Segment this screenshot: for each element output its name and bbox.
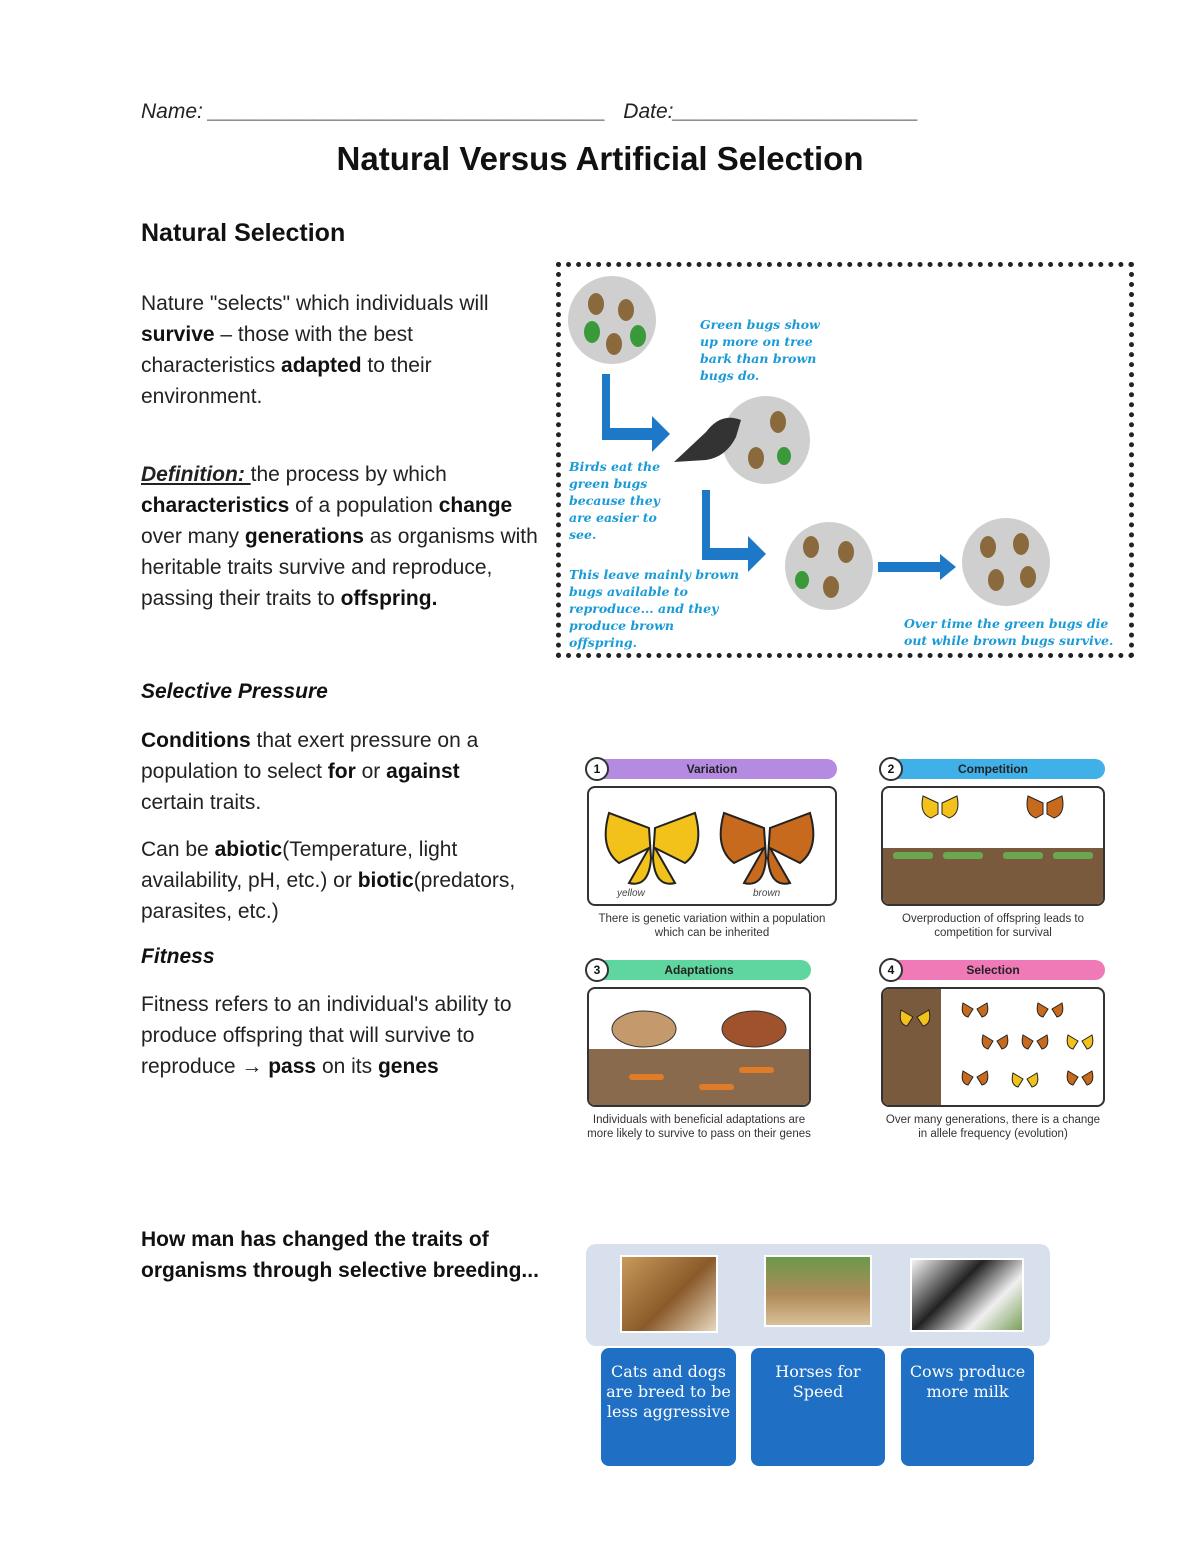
brown-butterfly-icon <box>962 1003 988 1017</box>
panel-adaptations <box>587 960 811 1141</box>
sp-text: (Temperature, light availability, pH, etc.) or <box>141 838 458 892</box>
definition-label: Definition: <box>141 463 251 486</box>
sp-text: Can be <box>141 838 215 861</box>
natural-selection-heading: Natural Selection <box>141 219 346 247</box>
fitness-heading: Fitness <box>141 945 215 968</box>
arrow-down-right-icon <box>602 374 670 452</box>
panel-number: 1 <box>585 757 609 781</box>
selective-pressure-heading: Selective Pressure <box>141 680 328 703</box>
panel-number: 2 <box>879 757 903 781</box>
panel-title: Selection <box>966 963 1020 977</box>
fitness-paragraph <box>141 989 531 1082</box>
green-bug-icon <box>777 447 791 465</box>
cow-photo <box>910 1258 1024 1332</box>
panel-image <box>881 786 1105 906</box>
brown-butterfly-icon <box>768 813 813 884</box>
brown-bug-icon <box>823 576 839 598</box>
caterpillar-icon <box>893 852 933 859</box>
brown-bug-icon <box>803 536 819 558</box>
panel-title: Competition <box>958 762 1028 776</box>
panel-caption: Individuals with beneficial adaptations are more likely to survive to pass on their genes <box>587 1114 811 1140</box>
panel-image <box>587 987 811 1107</box>
against-term: against <box>386 760 460 783</box>
brown-bug-icon <box>980 536 996 558</box>
panel-image <box>587 786 837 906</box>
bird-icon <box>722 1011 786 1047</box>
breeding-card-horses: Horses for Speed <box>751 1348 885 1466</box>
panel-number: 3 <box>585 958 609 982</box>
pass-term: pass <box>268 1055 317 1078</box>
conditions-term: Conditions <box>141 729 251 752</box>
sp-text: certain traits. <box>141 791 262 814</box>
brown-label: brown <box>753 888 781 899</box>
yellow-label: yellow <box>617 888 645 899</box>
brown-bug-icon <box>770 411 786 433</box>
brown-bug-icon <box>1020 566 1036 588</box>
sp-text: or <box>355 760 387 783</box>
panel-title: Variation <box>686 762 738 776</box>
name-date-line: Name: __________________________________ Date:_____________________ <box>141 100 919 123</box>
fitness-text: Fitness refers to an individual's ability to produce offspring that will survive to reproduce → <box>141 993 512 1078</box>
cat-dog-photo <box>620 1255 718 1333</box>
brown-butterfly-icon <box>1027 796 1063 818</box>
panel-header <box>587 759 837 779</box>
natural-selection-intro <box>141 288 541 412</box>
for-term: for <box>327 760 356 783</box>
sp-text: that exert pressure on a population to select <box>141 729 479 783</box>
change-term: change <box>438 494 513 517</box>
def-text: as organisms with heritable traits survive and reproduce, passing their traits to <box>141 525 538 610</box>
panel-number: 4 <box>879 958 903 982</box>
sp-text: (predators, parasites, etc.) <box>141 869 516 923</box>
offspring-term: offspring. <box>340 587 438 610</box>
def-text: of a population <box>289 494 439 517</box>
intro-text: to their environment. <box>141 354 432 408</box>
caption-over-time: Over time the green bugs die out while brown bugs survive. <box>904 616 1114 648</box>
branch-icon <box>589 1049 809 1105</box>
intro-text: – those with the best characteristics <box>141 323 414 377</box>
butterflies-illustration <box>589 788 835 904</box>
green-bug-icon <box>630 325 646 347</box>
caterpillar-icon <box>739 1067 774 1073</box>
brown-bug-icon <box>748 447 764 469</box>
caption-green-bugs: Green bugs show up more on tree bark than brown bugs do. <box>700 317 820 383</box>
tree-trunk-icon <box>883 989 941 1105</box>
genes-term: genes <box>377 1055 439 1078</box>
birds-illustration <box>589 989 809 1105</box>
bird-icon <box>612 1011 676 1047</box>
brown-bug-icon <box>1013 533 1029 555</box>
characteristics-term: characteristics <box>141 494 290 517</box>
racehorse-photo <box>764 1255 872 1327</box>
def-text: the process by which <box>250 463 447 486</box>
panel-header <box>881 960 1105 980</box>
caterpillar-icon <box>629 1074 664 1080</box>
biotic-term: biotic <box>357 869 414 892</box>
caterpillar-icon <box>1003 852 1043 859</box>
abiotic-term: abiotic <box>214 838 283 861</box>
brown-butterfly-icon <box>721 813 766 884</box>
panel-selection <box>881 960 1105 1141</box>
green-bug-icon <box>795 571 809 589</box>
brown-bug-icon <box>618 299 634 321</box>
bug-group-brown <box>962 518 1050 606</box>
green-bug-icon <box>584 321 600 343</box>
panel-image <box>881 987 1105 1107</box>
brown-bug-icon <box>606 333 622 355</box>
survive-term: survive <box>141 323 215 346</box>
arrow-down-right-icon <box>702 490 766 572</box>
selective-breeding-heading: How man has changed the traits of organisms through selective breeding... <box>141 1228 539 1282</box>
abiotic-biotic-paragraph <box>141 834 521 927</box>
intro-text: Nature "selects" which individuals will <box>141 292 489 315</box>
panel-header <box>587 960 811 980</box>
caterpillar-icon <box>1053 852 1093 859</box>
yellow-butterfly-icon <box>1012 1073 1038 1087</box>
yellow-butterfly-icon <box>606 813 651 884</box>
brown-bug-icon <box>588 293 604 315</box>
panel-caption: There is genetic variation within a population which can be inherited <box>598 913 826 939</box>
brown-butterfly-icon <box>982 1035 1008 1049</box>
page-title: Natural Versus Artificial Selection <box>336 140 864 177</box>
fitness-text: on its <box>316 1055 378 1078</box>
panel-header <box>881 759 1105 779</box>
panel-caption: Overproduction of offspring leads to competition for survival <box>902 913 1084 939</box>
panel-competition <box>881 759 1105 940</box>
yellow-butterfly-icon <box>653 813 698 884</box>
bug-group-eaten <box>722 396 810 484</box>
competition-illustration <box>883 788 1103 904</box>
definition-paragraph <box>141 459 541 614</box>
def-text: over many <box>141 525 245 548</box>
arrow-right-icon <box>878 554 956 580</box>
yellow-butterfly-icon <box>922 796 958 818</box>
brown-butterfly-icon <box>1037 1003 1063 1017</box>
yellow-butterfly-icon <box>1067 1035 1093 1049</box>
selection-illustration <box>883 989 1103 1105</box>
panel-title: Adaptations <box>664 963 734 977</box>
caption-birds: Birds eat the green bugs because they are easier to see. <box>569 459 661 542</box>
brown-butterfly-icon <box>1067 1071 1093 1085</box>
caption-brown-offspring: This leave mainly brown bugs available to reproduce... and they produce brown offspring. <box>569 567 739 650</box>
breeding-card-cows: Cows produce more milk <box>901 1348 1034 1466</box>
breeding-card-cats-dogs: Cats and dogs are breed to be less aggressive <box>601 1348 736 1466</box>
brown-bug-icon <box>838 541 854 563</box>
brown-butterfly-icon <box>1022 1035 1048 1049</box>
generations-term: generations <box>244 525 364 548</box>
brown-bug-icon <box>988 569 1004 591</box>
panel-caption: Over many generations, there is a change in allele frequency (evolution) <box>885 1114 1101 1140</box>
selective-pressure-paragraph <box>141 725 521 818</box>
brown-butterfly-icon <box>962 1071 988 1085</box>
panel-variation <box>587 759 837 940</box>
caterpillar-icon <box>943 852 983 859</box>
caterpillar-icon <box>699 1084 734 1090</box>
adapted-term: adapted <box>281 354 362 377</box>
